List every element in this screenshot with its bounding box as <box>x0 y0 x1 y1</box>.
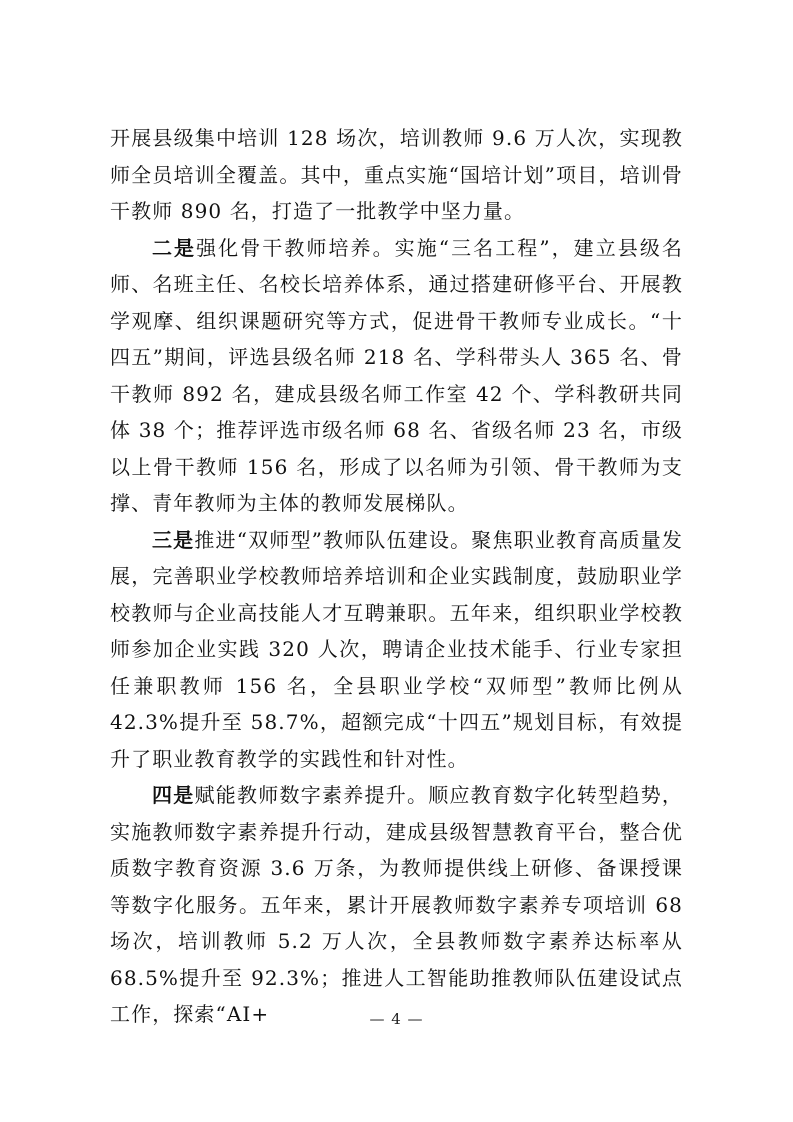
paragraph-3-lead: 三是 <box>152 527 195 552</box>
body-text <box>110 120 683 1033</box>
paragraph-1-text: 开展县级集中培训 128 场次，培训教师 9.6 万人次，实现教师全员培训全覆盖。其中，重点实施“国培计划”项目，培训骨干教师 890 名，打造了一批教学中坚力量。 <box>110 126 683 223</box>
paragraph-4-text: 赋能教师数字素养提升。顺应教育数字化转型趋势，实施教师数字素养提升行动，建成县级智慧教育平台，整合优质数字教育资源 3.6 万条，为教师提供线上研修、备课授课等数字化服务。五年来，累计开展教师数字素养专项培训 68 场次，培训教师 5.2 万人次，全县教师数字素养达标率从 68.5%提升至 92.3%；推进人工智能助推教师队伍建设试点工作，探索“AI+ <box>110 783 683 1026</box>
paragraph-1 <box>110 120 683 230</box>
paragraph-3-text: 推进“双师型”教师队伍建设。聚焦职业教育高质量发展，完善职业学校教师培养培训和企业实践制度，鼓励职业学校教师与企业高技能人才互聘兼职。五年来，组织职业学校教师参加企业实践 320 人次，聘请企业技术能手、行业专家担任兼职教师 156 名，全县职业学校“双师型”教师比例从 42.3%提升至 58.7%，超额完成“十四五”规划目标，有效提升了职业教育教学的实践性和针对性。 <box>110 527 683 771</box>
page-number: — 4 — <box>369 1010 424 1028</box>
paragraph-2 <box>110 230 683 522</box>
paragraph-4-lead: 四是 <box>152 783 195 807</box>
paragraph-4 <box>110 777 683 1033</box>
paragraph-3 <box>110 522 683 778</box>
paragraph-2-text: 强化骨干教师培养。实施“三名工程”，建立县级名师、名班主任、名校长培养体系，通过搭建研修平台、开展教学观摩、组织课题研究等方式，促进骨干教师专业成长。“十四五”期间，评选县级名师 218 名、学科带头人 365 名、骨干教师 892 名，建成县级名师工作室 42 个、学科教研共同体 38 个；推荐评选市级名师 68 名、省级名师 23 名，市级以上骨干教师 156 名，形成了以名师为引领、骨干教师为支撑、青年教师为主体的教师发展梯队。 <box>110 235 683 515</box>
paragraph-2-lead: 二是 <box>152 235 197 260</box>
